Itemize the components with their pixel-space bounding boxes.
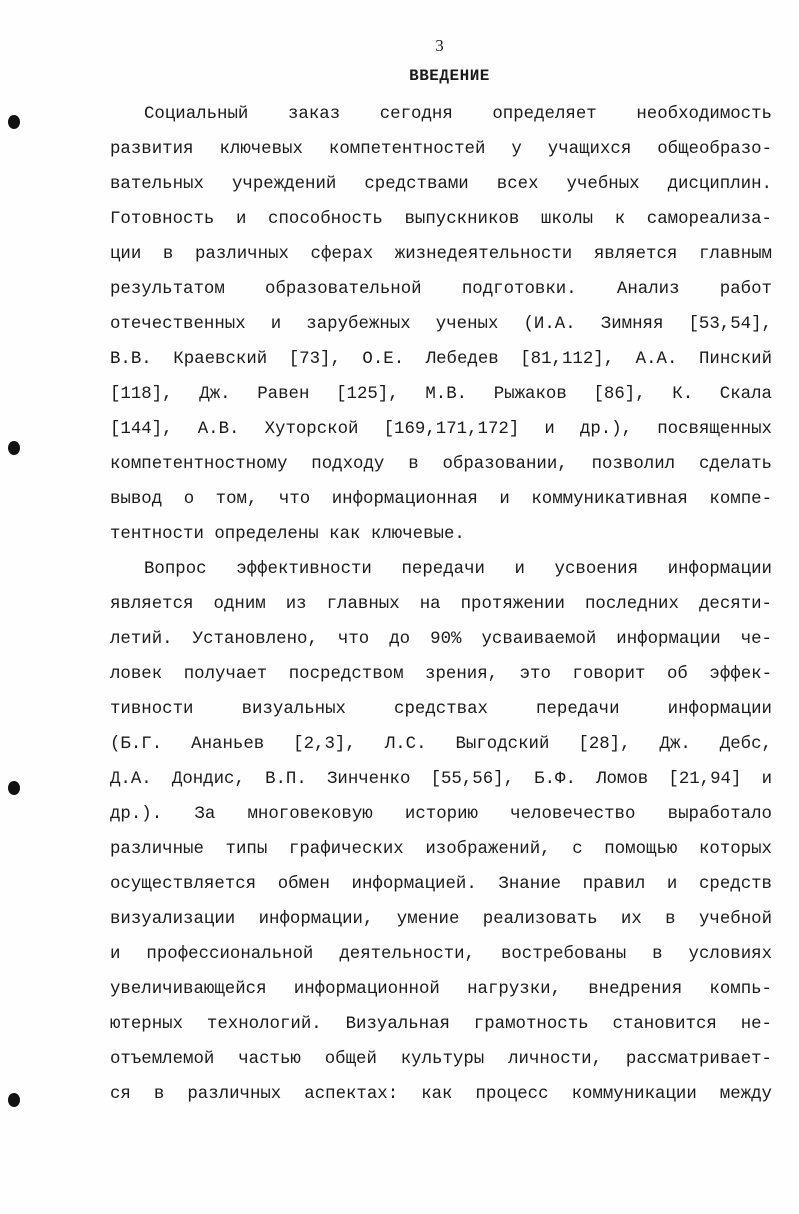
text-line: развития ключевых компетентностей у учащихся общеобразо-: [110, 140, 772, 159]
page-number: 3: [435, 36, 444, 55]
text-line: вательных учреждений средствами всех учебных дисциплин.: [110, 175, 772, 194]
text-line: тентности определены как ключевые.: [110, 525, 465, 544]
text-line: увеличивающейся информационной нагрузки, внедрения компь-: [110, 980, 772, 999]
text-line: [144], А.В. Хуторской [169,171,172] и др.), посвященных: [110, 420, 772, 439]
text-line: летий. Установлено, что до 90% усваиваемой информации че-: [110, 630, 772, 649]
text-line: Социальный заказ сегодня определяет необходимость: [144, 105, 772, 124]
text-line: отъемлемой частью общей культуры личности, рассматривает-: [110, 1050, 772, 1069]
text-line: осуществляется обмен информацией. Знание правил и средств: [110, 875, 772, 894]
text-line: ся в различных аспектах: как процесс коммуникации между: [110, 1085, 772, 1104]
text-line: Д.А. Дондис, В.П. Зинченко [55,56], Б.Ф. Ломов [21,94] и: [110, 770, 772, 789]
text-line: является одним из главных на протяжении последних десяти-: [110, 595, 772, 614]
text-line: ции в различных сферах жизнедеятельности является главным: [110, 245, 772, 264]
text-line: визуализации информации, умение реализовать их в учебной: [110, 910, 772, 929]
text-line: Готовность и способность выпускников школы к самореализа-: [110, 210, 772, 229]
text-line: Вопрос эффективности передачи и усвоения информации: [144, 560, 772, 579]
text-line: [118], Дж. Равен [125], М.В. Рыжаков [86], К. Скала: [110, 385, 772, 404]
binder-hole-mark: [8, 781, 20, 795]
text-line: ловек получает посредством зрения, это говорит об эффек-: [110, 665, 772, 684]
text-line: и профессиональной деятельности, востребованы в условиях: [110, 945, 772, 964]
section-heading: ВВЕДЕНИЕ: [409, 67, 490, 85]
text-line: отечественных и зарубежных ученых (И.А. Зимняя [53,54],: [110, 315, 772, 334]
text-line: В.В. Краевский [73], О.Е. Лебедев [81,112], А.А. Пинский: [110, 350, 772, 369]
binder-hole-mark: [8, 441, 20, 455]
text-line: компетентностному подходу в образовании, позволил сделать: [110, 455, 772, 474]
text-line: тивности визуальных средствах передачи информации: [110, 700, 772, 719]
text-line: (Б.Г. Ананьев [2,3], Л.С. Выгодский [28], Дж. Дебс,: [110, 735, 772, 754]
text-line: ютерных технологий. Визуальная грамотность становится не-: [110, 1015, 772, 1034]
binder-hole-mark: [8, 115, 20, 129]
text-line: др.). За многовековую историю человечество выработало: [110, 805, 772, 824]
binder-hole-mark: [8, 1093, 20, 1107]
text-line: результатом образовательной подготовки. Анализ работ: [110, 280, 772, 299]
text-line: вывод о том, что информационная и коммуникативная компе-: [110, 490, 772, 509]
text-line: различные типы графических изображений, с помощью которых: [110, 840, 772, 859]
